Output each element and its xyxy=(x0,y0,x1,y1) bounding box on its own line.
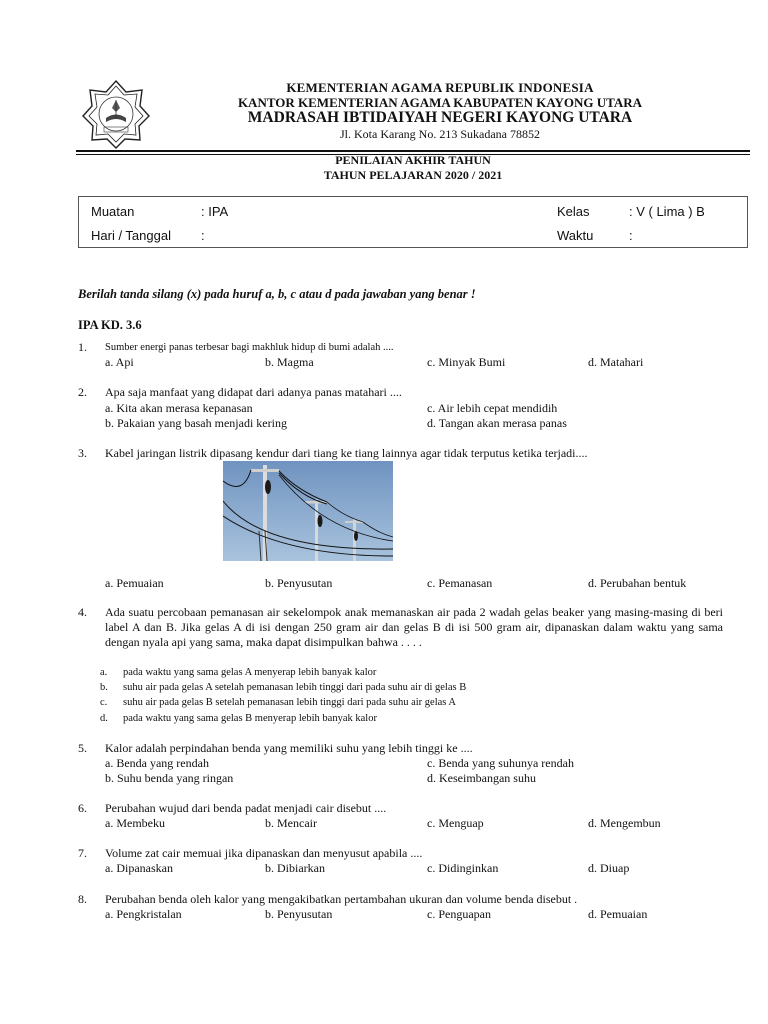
question-number: 3. xyxy=(78,446,87,460)
question-number: 8. xyxy=(78,892,87,906)
option: a. Dipanaskan xyxy=(105,861,173,875)
option-letter: a. xyxy=(100,667,108,678)
option: suhu air pada gelas A setelah pemanasan lebih tinggi dari pada suhu air di gelas B xyxy=(123,682,467,693)
exam-info-box xyxy=(78,196,748,248)
question-number: 1. xyxy=(78,340,87,354)
option: d. Perubahan bentuk xyxy=(588,576,687,590)
option: a. Api xyxy=(105,355,134,369)
option: d. Mengembun xyxy=(588,816,661,830)
option: c. Air lebih cepat mendidih xyxy=(427,401,558,415)
exam-title: PENILAIAN AKHIR TAHUN xyxy=(335,153,491,167)
question-number: 7. xyxy=(78,846,87,860)
question-number: 5. xyxy=(78,741,87,755)
option: suhu air pada gelas B setelah pemanasan lebih tinggi dari pada suhu air gelas A xyxy=(123,697,456,708)
option: a. Membeku xyxy=(105,816,165,830)
question-text: Perubahan wujud dari benda padat menjadi cair disebut .... xyxy=(105,801,387,815)
option: pada waktu yang sama gelas A menyerap lebih banyak kalor xyxy=(123,667,377,678)
waktu-value: : xyxy=(629,228,633,243)
option: c. Minyak Bumi xyxy=(427,355,506,369)
header-address: Jl. Kota Karang No. 213 Sukadana 78852 xyxy=(340,127,540,141)
header-school: MADRASAH IBTIDAIYAH NEGERI KAYONG UTARA xyxy=(247,109,633,126)
header-office: KANTOR KEMENTERIAN AGAMA KABUPATEN KAYONG UTARA xyxy=(237,95,643,110)
option: b. Mencair xyxy=(265,816,317,830)
question-text: Perubahan benda oleh kalor yang mengakibatkan pertambahan ukuran dan volume benda disebut . xyxy=(105,892,578,906)
option: d. Pemuaian xyxy=(588,907,648,921)
header-rule-thick xyxy=(76,150,750,152)
option: b. Pakaian yang basah menjadi kering xyxy=(105,416,287,430)
option: a. Pemuaian xyxy=(105,576,164,590)
option-letter: d. xyxy=(100,713,108,724)
option: a. Kita akan merasa kepanasan xyxy=(105,401,253,415)
option: c. Penguapan xyxy=(427,907,491,921)
option: pada waktu yang sama gelas B menyerap lebih banyak kalor xyxy=(123,713,377,724)
option: b. Dibiarkan xyxy=(265,861,325,875)
question-text: Ada suatu percobaan pemanasan air sekelompok anak memanaskan air pada 2 wadah gelas beaker yang masing-masing di beri label A dan B. Jika gelas A di isi dengan 250 gram air dan gelas B di isi 500 gram air, dipanaskan dalam waktu yang sama dengan nyala api yang sama, maka dapat disimpulkan bahwa . . . . xyxy=(105,605,723,649)
option: b. Suhu benda yang ringan xyxy=(105,771,234,785)
question-text: Apa saja manfaat yang didapat dari adanya panas matahari .... xyxy=(105,385,402,399)
kelas-label: Kelas xyxy=(557,204,590,219)
power-line-photo xyxy=(223,461,393,561)
option: c. Menguap xyxy=(427,816,484,830)
question-text: Kabel jaringan listrik dipasang kendur dari tiang ke tiang lainnya agar tidak terputus ketika terjadi.... xyxy=(105,446,588,460)
waktu-label: Waktu xyxy=(557,228,594,243)
muatan-value: : IPA xyxy=(201,204,229,219)
option: d. Tangan akan merasa panas xyxy=(427,416,567,430)
option: b. Penyusutan xyxy=(265,576,333,590)
muatan-label: Muatan xyxy=(91,204,135,219)
hari-value: : xyxy=(201,228,205,243)
question-text: Kalor adalah perpindahan benda yang memiliki suhu yang lebih tinggi ke .... xyxy=(105,741,473,755)
kelas-value: : V ( Lima ) B xyxy=(629,204,705,219)
option: d. Keseimbangan suhu xyxy=(427,771,536,785)
instruction: Berilah tanda silang (x) pada huruf a, b, c atau d pada jawaban yang benar ! xyxy=(78,287,476,301)
option: d. Diuap xyxy=(588,861,630,875)
option: a. Benda yang rendah xyxy=(105,756,209,770)
header-ministry: KEMENTERIAN AGAMA REPUBLIK INDONESIA xyxy=(286,80,594,95)
option-letter: b. xyxy=(100,682,108,693)
hari-label: Hari / Tanggal xyxy=(91,228,171,243)
option-letter: c. xyxy=(100,697,108,708)
option: c. Pemanasan xyxy=(427,576,493,590)
option: a. Pengkristalan xyxy=(105,907,182,921)
option: d. Matahari xyxy=(588,355,644,369)
option: b. Magma xyxy=(265,355,314,369)
question-number: 4. xyxy=(78,605,87,619)
ministry-logo xyxy=(80,78,152,150)
question-text: Sumber energi panas terbesar bagi makhluk hidup di bumi adalah .... xyxy=(105,342,394,353)
question-text: Volume zat cair memuai jika dipanaskan dan menyusut apabila .... xyxy=(105,846,423,860)
option: b. Penyusutan xyxy=(265,907,333,921)
exam-year: TAHUN PELAJARAN 2020 / 2021 xyxy=(323,168,503,182)
question-number: 2. xyxy=(78,385,87,399)
question-number: 6. xyxy=(78,801,87,815)
option: c. Didinginkan xyxy=(427,861,499,875)
option: c. Benda yang suhunya rendah xyxy=(427,756,574,770)
section-heading: IPA KD. 3.6 xyxy=(78,318,142,332)
